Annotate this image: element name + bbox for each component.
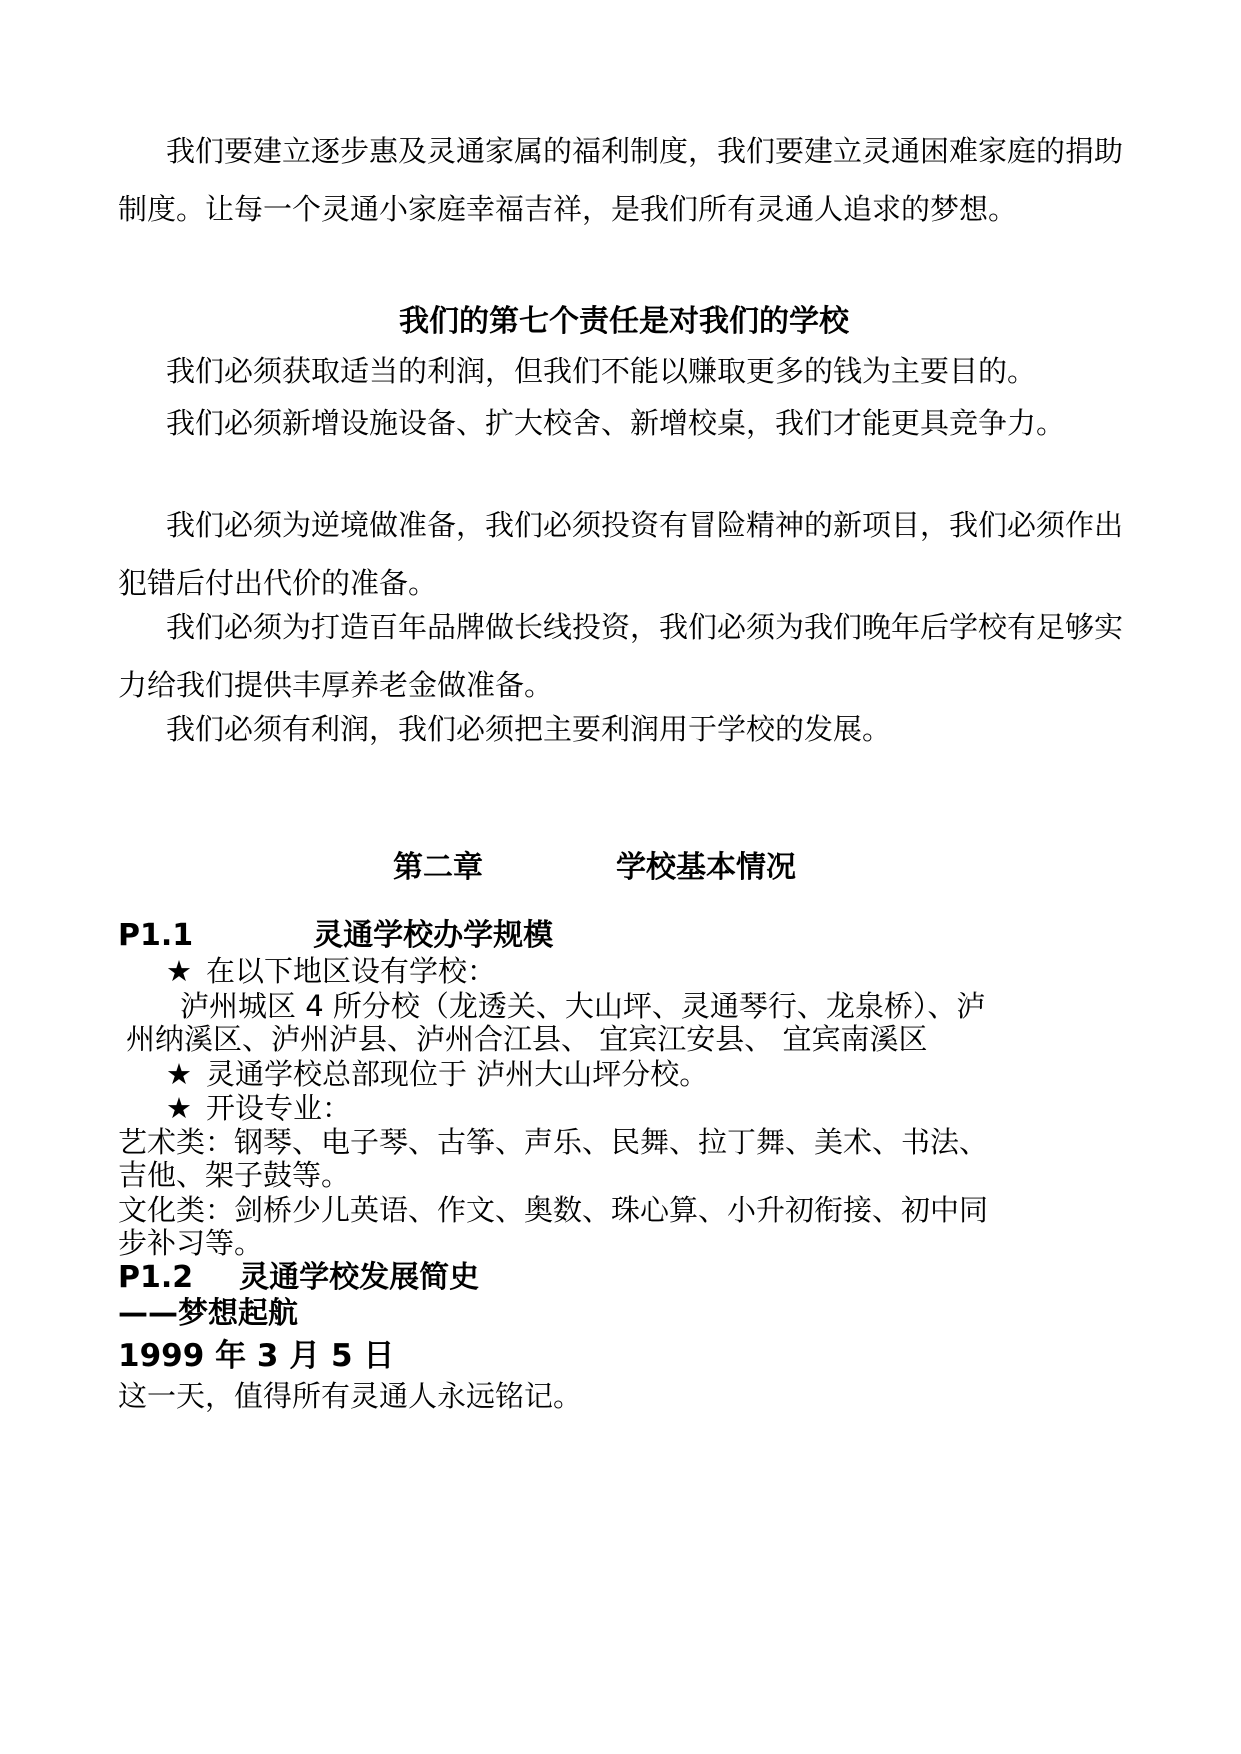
arts-line: 吉他、架子鼓等。	[118, 1158, 351, 1192]
section-number: P1.1	[118, 918, 194, 953]
chapter-heading	[393, 848, 796, 888]
paragraph-adversity: 我们必须为逆境做准备，我们必须投资有冒险精神的新项目，我们必须作出犯错后付出代价的准备。	[118, 508, 1124, 600]
arts-line: 艺术类：钢琴、电子琴、古筝、声乐、民舞、拉丁舞、美术、书法、	[118, 1125, 989, 1159]
list-item-text: 开设专业：	[206, 1091, 352, 1125]
responsibility-heading: 我们的第七个责任是对我们的学校	[399, 304, 849, 339]
paragraph-development: 我们必须有利润，我们必须把主要利润用于学校的发展。	[166, 712, 892, 746]
star-icon: ★	[166, 1057, 192, 1091]
paragraph-facilities: 我们必须新增设施设备、扩大校舍、新增校桌，我们才能更具竞争力。	[166, 406, 1066, 440]
list-item-majors	[166, 1090, 351, 1126]
star-icon: ★	[166, 954, 192, 988]
section-title: 灵通学校办学规模	[313, 918, 554, 953]
list-item-text: 灵通学校总部现位于 泸州大山坪分校。	[206, 1057, 709, 1091]
section-p12-heading	[118, 1260, 479, 1296]
date-heading: 1999 年 3 月 5 日	[118, 1338, 395, 1374]
section-title: 灵通学校发展简史	[239, 1260, 480, 1295]
locations-line: 泸州城区 4 所分校（龙透关、大山坪、灵通琴行、龙泉桥）、泸	[180, 989, 986, 1023]
chapter-label: 第二章	[393, 850, 483, 885]
list-item-locations	[166, 953, 496, 989]
culture-line: 步补习等。	[118, 1226, 264, 1260]
list-item-text: 在以下地区设有学校：	[206, 954, 497, 988]
star-icon: ★	[166, 1091, 192, 1125]
section-p11-heading	[118, 918, 553, 954]
culture-line: 文化类：剑桥少儿英语、作文、奥数、珠心算、小升初衔接、初中同	[118, 1193, 989, 1227]
paragraph-profit: 我们必须获取适当的利润，但我们不能以赚取更多的钱为主要目的。	[166, 354, 1037, 388]
section-number: P1.2	[118, 1260, 194, 1295]
section-subtitle: ——梦想起航	[118, 1296, 298, 1331]
locations-line: 州纳溪区、泸州泸县、泸州合江县、 宜宾江安县、 宜宾南溪区	[126, 1022, 928, 1056]
list-item-headquarters	[166, 1056, 708, 1092]
history-text: 这一天，值得所有灵通人永远铭记。	[118, 1379, 583, 1413]
paragraph-welfare: 我们要建立逐步惠及灵通家属的福利制度，我们要建立灵通困难家庭的捐助制度。让每一个灵通小家庭幸福吉祥，是我们所有灵通人追求的梦想。	[118, 134, 1124, 226]
paragraph-longterm: 我们必须为打造百年品牌做长线投资，我们必须为我们晚年后学校有足够实力给我们提供丰厚养老金做准备。	[118, 610, 1124, 702]
chapter-title: 学校基本情况	[616, 850, 796, 885]
